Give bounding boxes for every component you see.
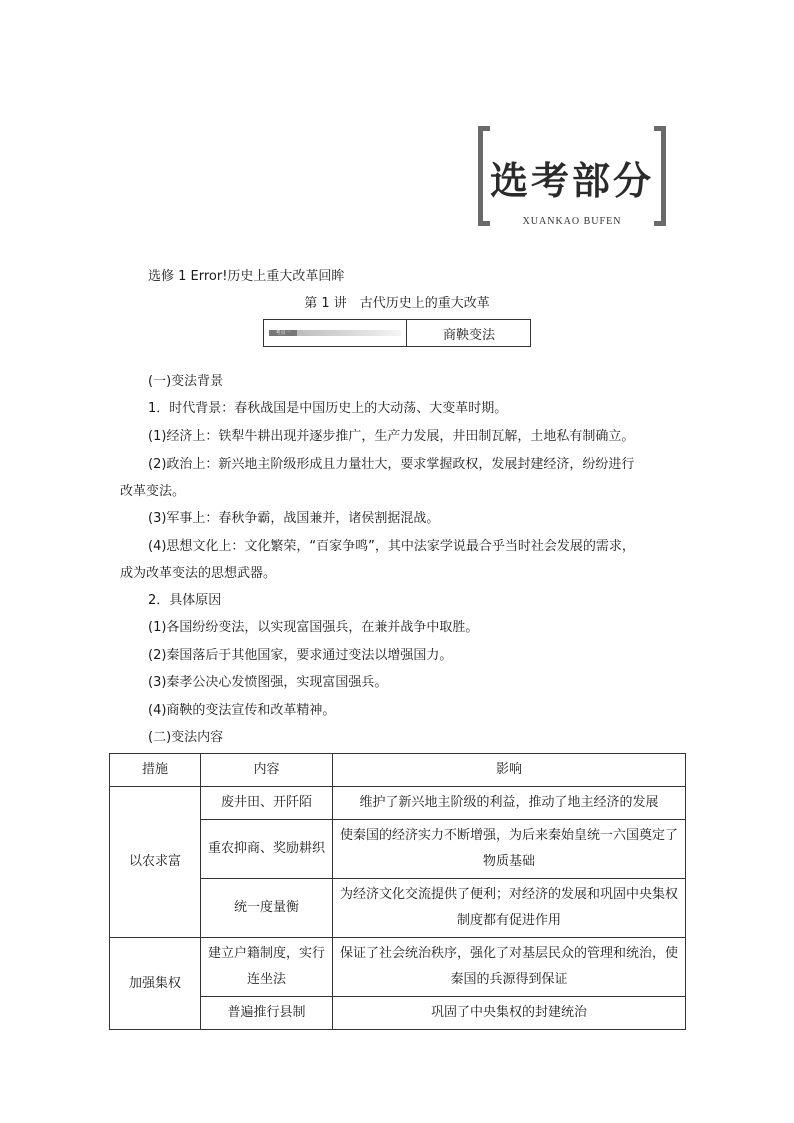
module-heading: 选修 1 Error!历史上重大改革回眸 xyxy=(148,269,345,284)
impact-cell: 使秦国的经济实力不断增强，为后来秦始皇统一六国奠定了物质基础 xyxy=(333,820,686,879)
content-cell: 建立户籍制度，实行连坐法 xyxy=(201,938,333,997)
paragraph: (1)经济上：铁犁牛耕出现并逐步推广，生产力发展，井田制瓦解，土地私有制确立。 xyxy=(148,429,635,444)
paragraph: 成为改革变法的思想武器。 xyxy=(120,566,277,581)
impact-cell: 保证了社会统治秩序，强化了对基层民众的管理和统治，使秦国的兵源得到保证 xyxy=(333,938,686,997)
paragraph: 2．具体原因 xyxy=(148,593,222,608)
paragraph: (2)政治上：新兴地主阶级形成且力量壮大，要求掌握政权，发展封建经济，纷纷进行 xyxy=(148,457,635,472)
paragraph: (4)思想文化上：文化繁荣，“百家争鸣”，其中法家学说最合乎当时社会发展的需求， xyxy=(148,539,635,554)
content-cell: 废井田、开阡陌 xyxy=(201,787,333,820)
impact-cell: 维护了新兴地主阶级的利益，推动了地主经济的发展 xyxy=(333,787,686,820)
content-cell: 统一度量衡 xyxy=(201,879,333,938)
measure-cell: 以农求富 xyxy=(110,787,201,938)
table-header: 措施 xyxy=(110,754,201,787)
paragraph: (2)秦国落后于其他国家，要求通过变法以增强国力。 xyxy=(148,648,453,663)
paragraph: (4)商鞅的变法宣传和改革精神。 xyxy=(148,703,336,718)
content-cell: 普遍推行县制 xyxy=(201,997,333,1030)
paragraph: (3)秦孝公决心发愤图强，实现富国强兵。 xyxy=(148,675,388,690)
logo-subtitle: XUANKAO BUFEN xyxy=(522,216,622,227)
table-header: 影响 xyxy=(333,754,686,787)
topic-title: 商鞅变法 xyxy=(442,328,495,343)
topic-tag: 考点一 xyxy=(269,330,297,336)
paragraph: (1)各国纷纷变法，以实现富国强兵，在兼并战争中取胜。 xyxy=(148,620,479,635)
table-header-row xyxy=(110,754,686,787)
paragraph: 改革变法。 xyxy=(120,484,186,499)
impact-cell: 为经济文化交流提供了便利；对经济的发展和巩固中央集权制度都有促进作用 xyxy=(333,879,686,938)
lesson-title: 第 1 讲 古代历史上的重大改革 xyxy=(304,296,490,311)
table-header: 内容 xyxy=(201,754,333,787)
paragraph: 1．时代背景：春秋战国是中国历史上的大动荡、大变革时期。 xyxy=(148,401,508,416)
content-cell: 重农抑商、奖励耕织 xyxy=(201,820,333,879)
paragraph: (3)军事上：春秋争霸，战国兼并，诸侯割据混战。 xyxy=(148,511,440,526)
measure-cell: 加强集权 xyxy=(110,938,201,1030)
impact-cell: 巩固了中央集权的封建统治 xyxy=(333,997,686,1030)
logo-title: 选考部分 xyxy=(489,158,654,203)
topic-box xyxy=(263,319,531,347)
section-logo xyxy=(478,126,666,226)
table-row xyxy=(110,938,686,997)
section-title-content: (二)变法内容 xyxy=(148,730,224,745)
topic-tag-bar xyxy=(297,330,401,336)
reform-content-table xyxy=(109,753,686,1030)
table-row xyxy=(110,787,686,820)
section-title-background: (一)变法背景 xyxy=(148,374,224,389)
